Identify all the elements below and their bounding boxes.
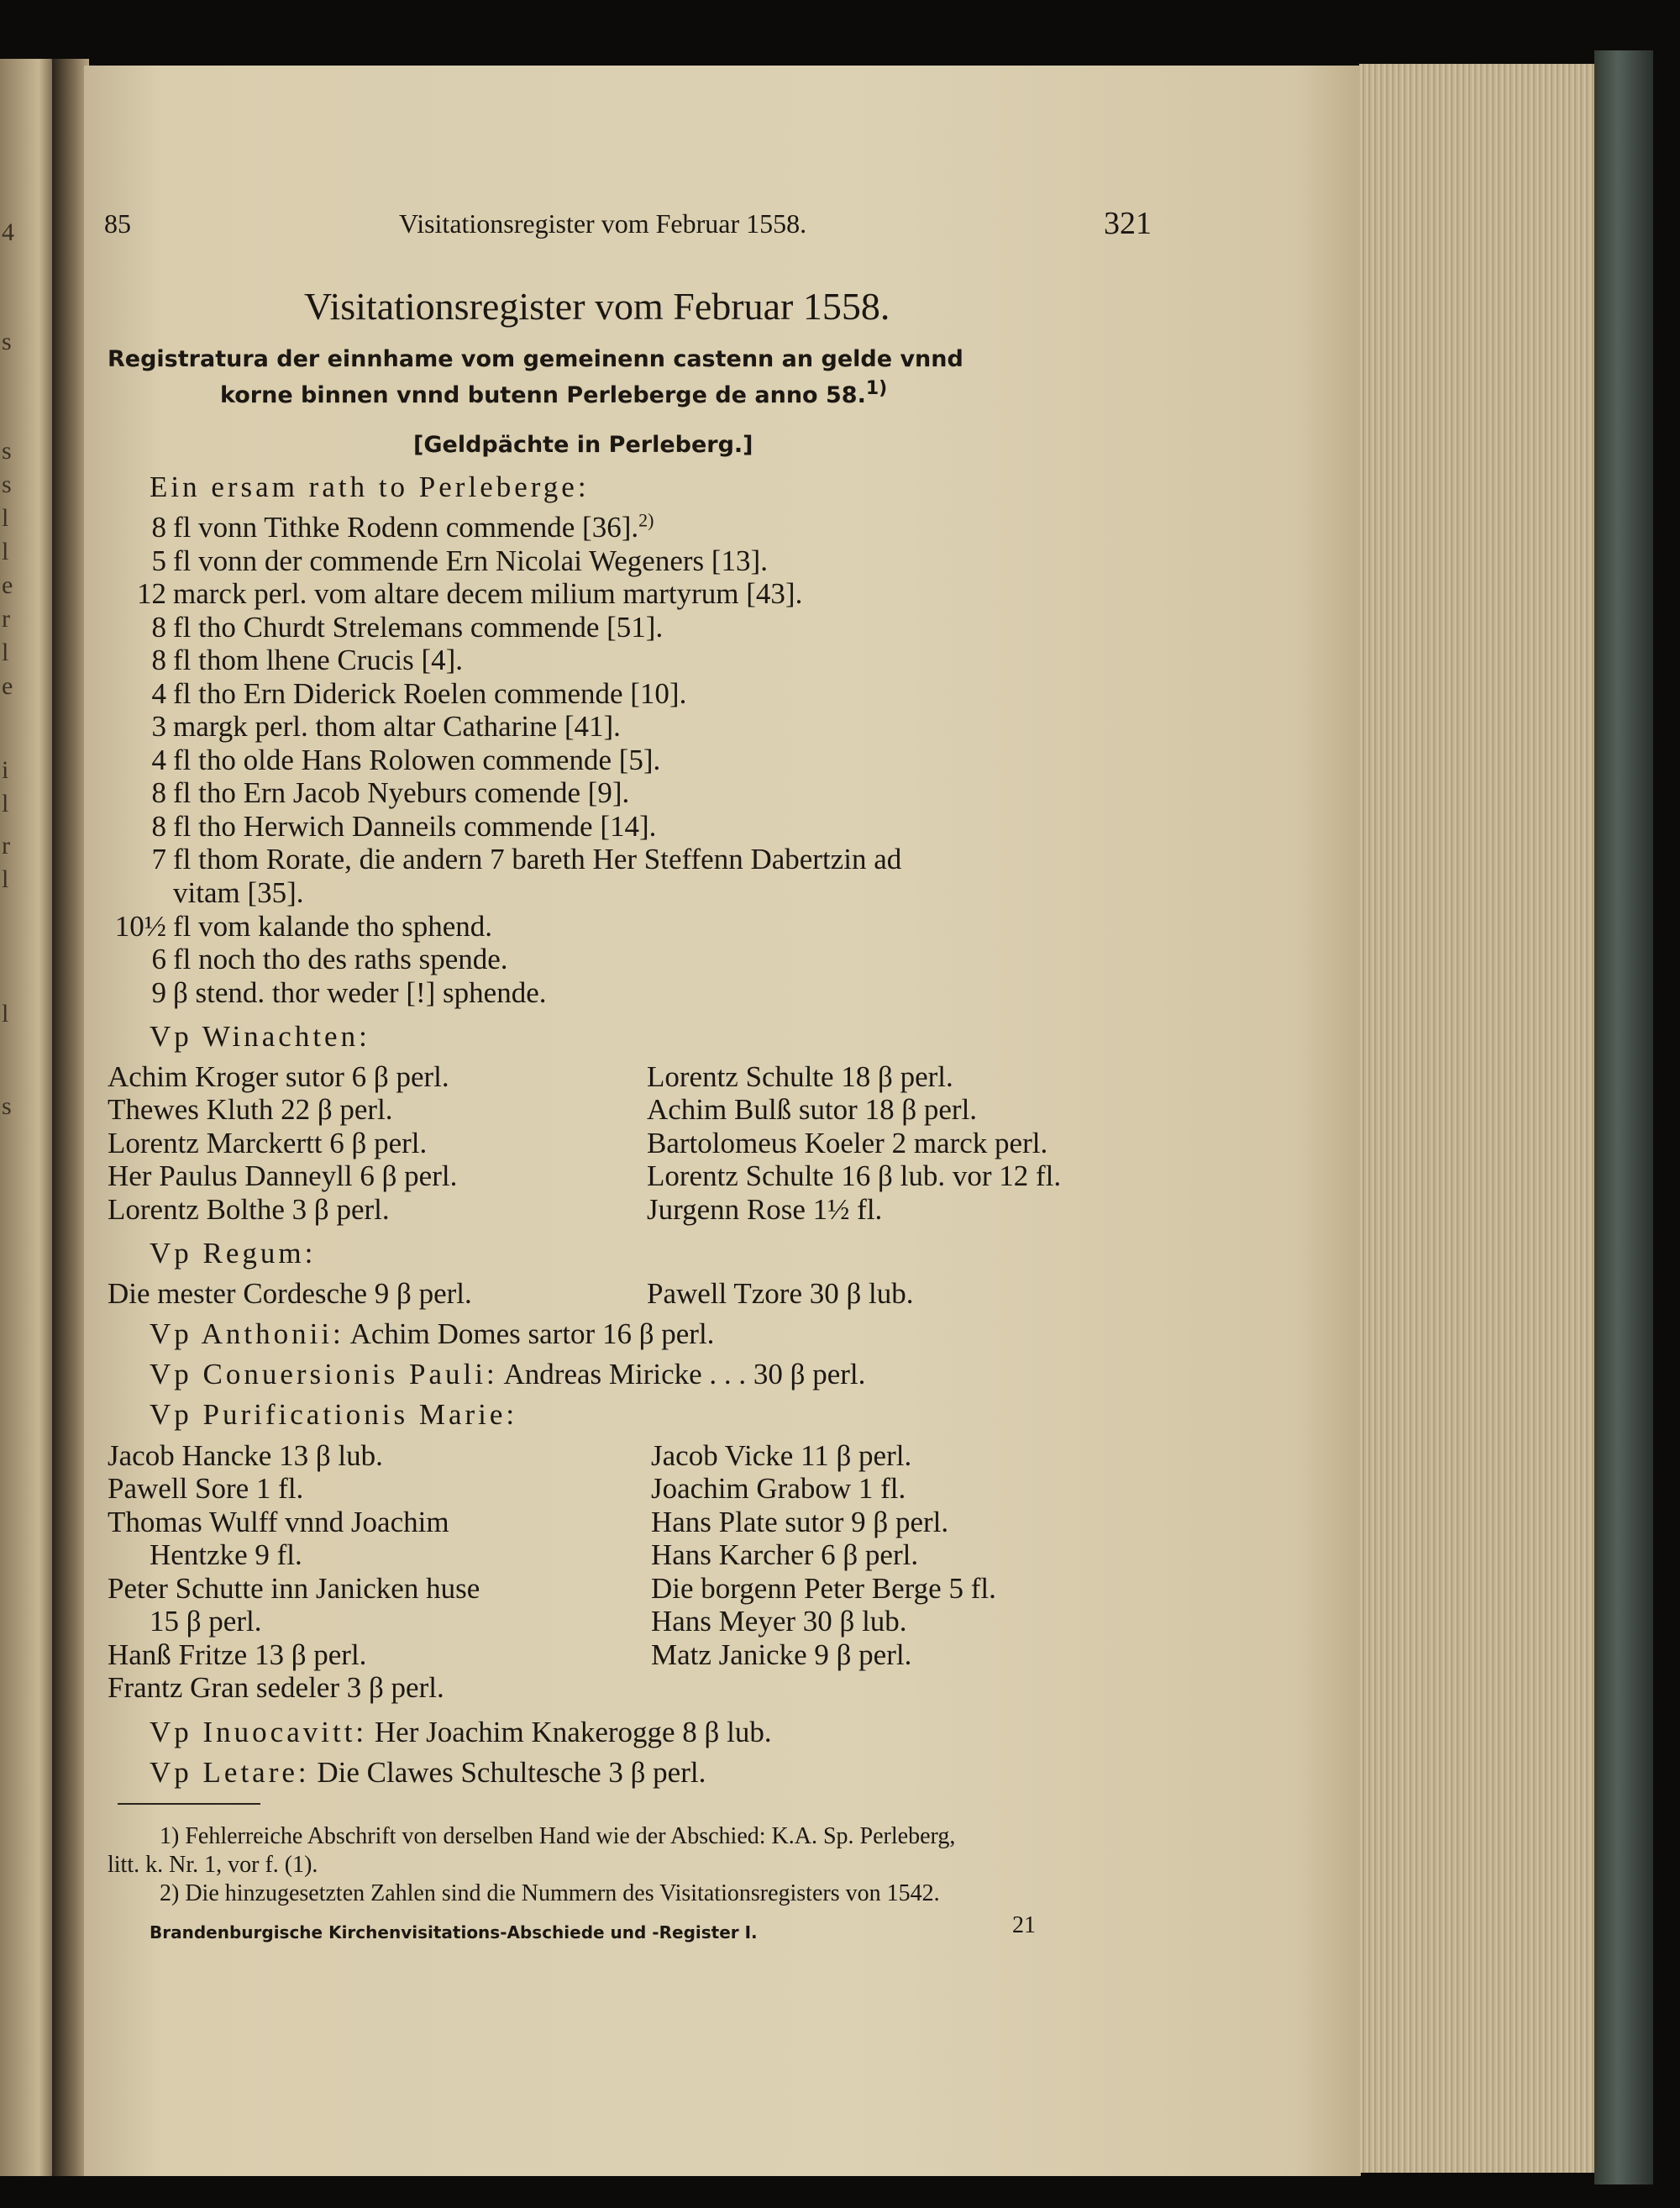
margin-letter: l bbox=[2, 538, 9, 565]
entry-amount: 8 bbox=[151, 644, 166, 676]
margin-letter: l bbox=[2, 865, 9, 893]
registratura-text: korne binnen vnnd butenn Perleberge de anno 58. bbox=[220, 382, 866, 408]
margin-letter: e bbox=[2, 571, 13, 599]
margin-letter: s bbox=[2, 328, 12, 355]
winachten-left-item: Thewes Kluth 22 β perl. bbox=[108, 1093, 393, 1126]
running-title: Visitationsregister vom Februar 1558. bbox=[399, 208, 807, 239]
entry-amount: 8 bbox=[151, 511, 166, 544]
letare-label: Vp Letare: bbox=[150, 1756, 310, 1789]
winachten-left-item: Achim Kroger sutor 6 β perl. bbox=[108, 1060, 449, 1093]
entry-amount: 6 bbox=[151, 943, 166, 975]
purificationis-right-item: Joachim Grabow 1 fl. bbox=[651, 1472, 906, 1505]
entry-text: fl thom lhene Crucis [4]. bbox=[173, 644, 464, 676]
entry-text: fl noch tho des raths spende. bbox=[173, 943, 508, 975]
entry-text: β stend. thor weder [!] sphende. bbox=[173, 976, 547, 1009]
winachten-heading: Vp Winachten: bbox=[150, 1020, 370, 1053]
entry-amount: 7 bbox=[151, 843, 166, 875]
entry-amount: 3 bbox=[151, 710, 166, 743]
inuocavitt-label: Vp Inuocavitt: bbox=[150, 1716, 368, 1748]
winachten-right-item: Bartolomeus Koeler 2 marck perl. bbox=[647, 1127, 1048, 1159]
margin-letter: 4 bbox=[2, 218, 14, 246]
anthonii-text: Achim Domes sartor 16 β perl. bbox=[349, 1317, 715, 1350]
anthonii-line bbox=[150, 1317, 714, 1351]
rath-heading: Ein ersam rath to Perleberge: bbox=[150, 471, 590, 503]
winachten-right-item: Lorentz Schulte 16 β lub. vor 12 fl. bbox=[647, 1159, 1062, 1192]
purificationis-right-item: Matz Janicke 9 β perl. bbox=[651, 1638, 912, 1671]
letare-line bbox=[150, 1756, 706, 1790]
entry-amount: 8 bbox=[151, 776, 166, 809]
entry-amount: 8 bbox=[151, 810, 166, 843]
margin-letter: r bbox=[2, 832, 10, 860]
footnote-1-line-1: 1) Fehlerreiche Abschrift von derselben Hand wie der Abschied: K.A. Sp. Perleberg, bbox=[160, 1823, 956, 1849]
margin-letter: l bbox=[2, 639, 9, 666]
purificationis-left-item: Jacob Hancke 13 β lub. bbox=[108, 1439, 383, 1472]
footnote-1-line-2: litt. k. Nr. 1, vor f. (1). bbox=[108, 1852, 318, 1878]
entry-text: fl tho olde Hans Rolowen commende [5]. bbox=[173, 744, 661, 776]
signature-mark: 21 bbox=[1012, 1912, 1036, 1938]
purificationis-right-item: Hans Karcher 6 β perl. bbox=[651, 1538, 919, 1571]
margin-letter: e bbox=[2, 672, 13, 700]
purificationis-left-item: Thomas Wulff vnnd Joachim bbox=[108, 1506, 449, 1538]
purificationis-right-item: Hans Meyer 30 β lub. bbox=[651, 1605, 907, 1638]
left-number: 85 bbox=[104, 208, 131, 239]
footnote-ref: 1) bbox=[865, 378, 888, 399]
entry-amount: 12 bbox=[137, 577, 166, 610]
entry-amount: 9 bbox=[151, 976, 166, 1009]
facing-page-edge bbox=[0, 59, 55, 2176]
entry-text: vitam [35]. bbox=[173, 876, 304, 909]
margin-letter: s bbox=[2, 471, 12, 498]
entry-text-body: fl vonn Tithke Rodenn commende [36]. bbox=[173, 511, 639, 544]
entry-text: fl tho Ern Diderick Roelen commende [10]. bbox=[173, 677, 687, 710]
margin-letter: i bbox=[2, 756, 9, 784]
page-block-edge bbox=[1359, 64, 1596, 2173]
margin-letter: l bbox=[2, 504, 9, 532]
winachten-left-item: Lorentz Marckertt 6 β perl. bbox=[108, 1127, 428, 1159]
entry-text: fl vom kalande tho sphend. bbox=[173, 910, 493, 943]
entry-text: fl tho Churdt Strelemans commende [51]. bbox=[173, 611, 664, 644]
series-title: Brandenburgische Kirchenvisitations-Abschiede und -Register I. bbox=[150, 1922, 758, 1943]
page-number: 321 bbox=[1104, 206, 1152, 241]
purificationis-left-item: Pawell Sore 1 fl. bbox=[108, 1472, 304, 1505]
entry-sup: 2) bbox=[638, 509, 654, 531]
entry-text: fl thom Rorate, die andern 7 bareth Her Steffenn Dabertzin ad bbox=[173, 843, 902, 875]
margin-letter: l bbox=[2, 1000, 9, 1028]
purificationis-left-item: Hentzke 9 fl. bbox=[150, 1538, 302, 1571]
entry-text: fl tho Ern Jacob Nyeburs comende [9]. bbox=[173, 776, 630, 809]
purificationis-right-item: Die borgenn Peter Berge 5 fl. bbox=[651, 1572, 996, 1605]
regum-right: Pawell Tzore 30 β lub. bbox=[647, 1277, 914, 1310]
registratura-line-2 bbox=[220, 378, 888, 408]
regum-heading: Vp Regum: bbox=[150, 1237, 317, 1270]
purificationis-right-item: Hans Plate sutor 9 β perl. bbox=[651, 1506, 949, 1538]
purificationis-left-item: Frantz Gran sedeler 3 β perl. bbox=[108, 1671, 444, 1704]
page-title: Visitationsregister vom Februar 1558. bbox=[304, 285, 890, 328]
purificationis-heading: Vp Purificationis Marie: bbox=[150, 1398, 518, 1431]
margin-letter: r bbox=[2, 605, 10, 633]
entry-amount: 4 bbox=[151, 677, 166, 710]
entry-amount: 10½ bbox=[114, 910, 166, 943]
letare-text: Die Clawes Schultesche 3 β perl. bbox=[317, 1756, 706, 1789]
entry-text: margk perl. thom altar Catharine [41]. bbox=[173, 710, 621, 743]
entry-amount: 8 bbox=[151, 611, 166, 644]
entry-amount: 5 bbox=[151, 544, 166, 577]
margin-letter: s bbox=[2, 1092, 12, 1120]
purificationis-right-item: Jacob Vicke 11 β perl. bbox=[651, 1439, 912, 1472]
entry-text: fl tho Herwich Danneils commende [14]. bbox=[173, 810, 657, 843]
footnote-rule bbox=[118, 1803, 260, 1805]
section-heading: [Geldpächte in Perleberg.] bbox=[413, 432, 753, 458]
regum-left: Die mester Cordesche 9 β perl. bbox=[108, 1277, 472, 1310]
entry-text: fl vonn der commende Ern Nicolai Wegeners [13]. bbox=[173, 544, 768, 577]
entry-amount: 4 bbox=[151, 744, 166, 776]
winachten-left-item: Lorentz Bolthe 3 β perl. bbox=[108, 1193, 390, 1226]
winachten-left-item: Her Paulus Danneyll 6 β perl. bbox=[108, 1159, 458, 1192]
inuocavitt-line bbox=[150, 1716, 772, 1749]
anthonii-label: Vp Anthonii: bbox=[150, 1317, 344, 1350]
conuersionis-line bbox=[150, 1358, 865, 1391]
margin-letter: s bbox=[2, 437, 12, 465]
purificationis-left-item: Peter Schutte inn Janicken huse bbox=[108, 1572, 480, 1605]
winachten-right-item: Jurgenn Rose 1½ fl. bbox=[647, 1193, 883, 1226]
entry-text: marck perl. vom altare decem milium martyrum [43]. bbox=[173, 577, 803, 610]
book-cover-edge bbox=[1594, 50, 1653, 2184]
entry-text bbox=[173, 511, 654, 544]
conuersionis-label: Vp Conuersionis Pauli: bbox=[150, 1358, 498, 1391]
purificationis-left-item: 15 β perl. bbox=[150, 1605, 262, 1638]
margin-letter: l bbox=[2, 790, 9, 817]
inuocavitt-text: Her Joachim Knakerogge 8 β lub. bbox=[374, 1716, 772, 1748]
winachten-right-item: Achim Bulß sutor 18 β perl. bbox=[647, 1093, 978, 1126]
winachten-right-item: Lorentz Schulte 18 β perl. bbox=[647, 1060, 953, 1093]
footnote-2: 2) Die hinzugesetzten Zahlen sind die Nummern des Visitationsregisters von 1542. bbox=[160, 1880, 940, 1906]
registratura-line-1: Registratura der einnhame vom gemeinenn castenn an gelde vnnd bbox=[108, 346, 963, 372]
conuersionis-text: Andreas Miricke . . . 30 β perl. bbox=[503, 1358, 866, 1391]
purificationis-left-item: Hanß Fritze 13 β perl. bbox=[108, 1638, 367, 1671]
